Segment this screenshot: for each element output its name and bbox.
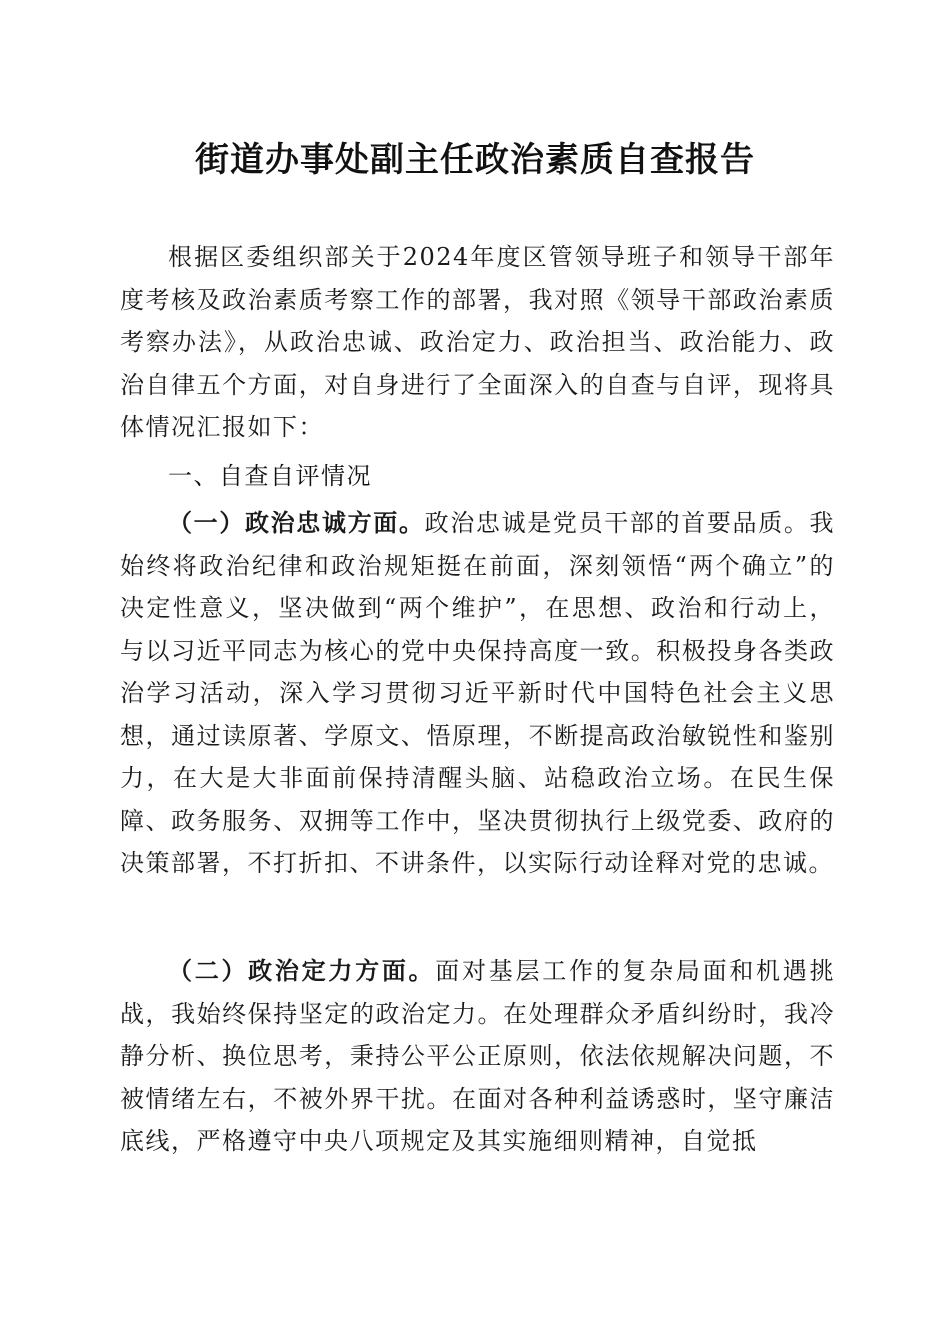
paragraph-body: 面对基层工作的复杂局面和机遇挑战，我始终保持坚定的政治定力。在处理群众矛盾纠纷时，我冷静分析、换位思考，秉持公平公正原则，依法依规解决问题，不被情绪左右，不被外界干扰。在面对各种利益诱惑时，坚守廉洁底线，严格遵守中央八项规定及其实施细则精神，自觉抵 bbox=[120, 957, 836, 1155]
document-title: 街道办事处副主任政治素质自查报告 bbox=[195, 140, 755, 180]
paragraph-lead: （二）政治定力方面。 bbox=[168, 957, 436, 985]
paragraph-lead: （一）政治忠诚方面。 bbox=[168, 509, 425, 537]
paragraph-body: 政治忠诚是党员干部的首要品质。我始终将政治纪律和政治规矩挺在前面，深刻领悟“两个确立”的决定性意义，坚决做到“两个维护”，在思想、政治和行动上，与以习近平同志为核心的党中央保持高度一致。积极投身各类政治学习活动，深入学习贯彻习近平新时代中国特色社会主义思想，通过读原著、学原文、悟原理，不断提高政治敏锐性和鉴别力，在大是大非面前保持清醒头脑、站稳政治立场。在民生保障、政务服务、双拥等工作中，坚决贯彻执行上级党委、政府的决策部署，不打折扣、不讲条件，以实际行动诠释对党的忠诚。 bbox=[120, 509, 836, 877]
paragraph-political-resolve bbox=[120, 950, 835, 1163]
intro-paragraph: 根据区委组织部关于2024年度区管领导班子和领导干部年度考核及政治素质考察工作的部署，我对照《领导干部政治素质考察办法》，从政治忠诚、政治定力、政治担当、政治能力、政治自律五个方面，对自身进行了全面深入的自查与自评，现将具体情况汇报如下： bbox=[120, 243, 835, 441]
section-heading: 一、自查自评情况 bbox=[168, 462, 372, 490]
paragraph-political-loyalty bbox=[120, 502, 835, 885]
